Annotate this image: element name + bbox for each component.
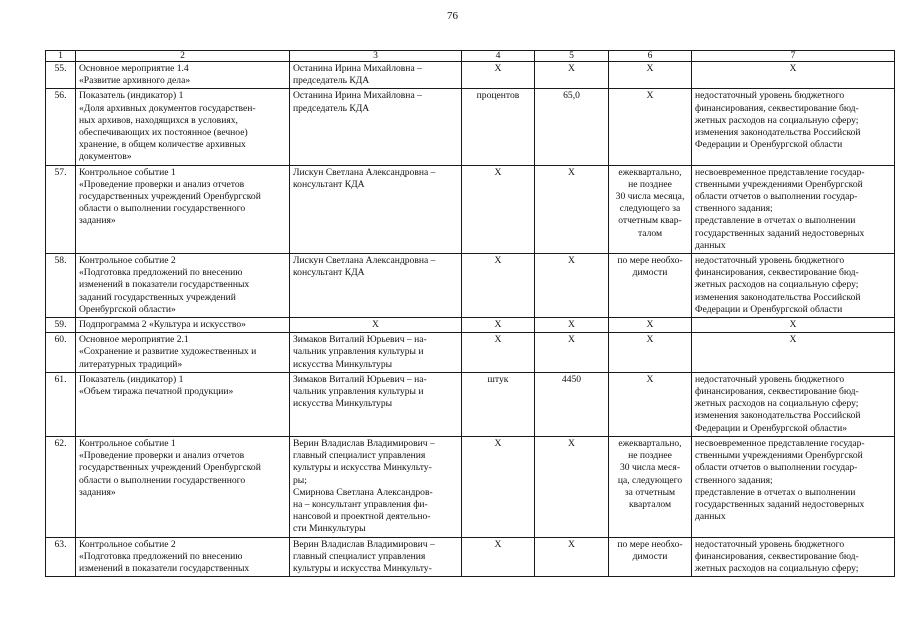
responsible-line: сти Минкультуры — [293, 523, 366, 535]
activity-line: «Развитие архивного дела» — [79, 75, 191, 87]
activity-line: Основное мероприятие 1.4 — [79, 63, 189, 74]
activity-line: Контрольное событие 1 — [79, 166, 176, 178]
table-row — [46, 254, 895, 318]
column-header: 7 — [692, 51, 895, 62]
risk-line: X — [789, 63, 797, 74]
responsible-line: культуры и искусства Минкульту- — [293, 562, 432, 574]
deadline-line: по мере необхо- — [617, 255, 683, 267]
responsible-cell — [290, 372, 462, 436]
risk-line: ственного задания; — [695, 474, 773, 486]
unit-cell: X — [462, 165, 535, 253]
responsible-line: искусства Минкультуры — [293, 358, 393, 370]
activity-line: задания» — [79, 486, 116, 498]
deadline-line: ца, следующего — [617, 474, 683, 486]
activity-line: Оренбургской области» — [79, 303, 176, 315]
value-cell: X — [535, 254, 609, 318]
deadline-line: талом — [637, 227, 663, 239]
deadline-cell — [609, 62, 692, 89]
activity-line: изменений в показатели государственных — [79, 279, 250, 291]
responsible-line: на – консультант управления фи- — [293, 498, 428, 510]
deadline-line: ежеквартально, — [618, 166, 682, 178]
deadline-cell — [609, 537, 692, 577]
row-number-cell: 62. — [46, 436, 76, 537]
risk-line: представление в отчетах о выполнении — [695, 486, 856, 498]
deadline-cell — [609, 89, 692, 165]
value-cell: 65,0 — [535, 89, 609, 165]
responsible-line: Зимаков Виталий Юрьевич – на- — [293, 373, 427, 385]
column-header: 2 — [76, 51, 290, 62]
risk-line: жетных расходов на социальную сферу; — [695, 114, 859, 126]
deadline-line: X — [646, 63, 654, 74]
deadline-cell — [609, 318, 692, 333]
activity-line: хранение, в общем количестве архивных — [79, 139, 246, 151]
unit-cell: X — [462, 537, 535, 577]
responsible-line: председатель КДА — [293, 75, 370, 87]
activity-line: ных архивов, находящихся в условиях, — [79, 114, 238, 126]
responsible-line: Лискун Светлана Александровна – — [293, 255, 436, 267]
deadline-line: не позднее — [628, 178, 672, 190]
responsible-line: чальник управления культуры и — [293, 346, 424, 358]
deadline-line: X — [646, 90, 654, 102]
risk-cell — [692, 537, 895, 577]
risk-line: изменения законодательства Российской — [695, 291, 861, 303]
responsible-cell — [290, 318, 462, 333]
risk-line: жетных расходов на социальную сферу; — [695, 562, 859, 574]
activity-line: «Объем тиража печатной продукции» — [79, 386, 234, 398]
activity-cell — [76, 254, 290, 318]
risk-line: изменения законодательства Российской — [695, 127, 861, 139]
row-number-cell: 61. — [46, 372, 76, 436]
value-cell: X — [535, 333, 609, 373]
risk-line: недостаточный уровень бюджетного — [695, 255, 845, 267]
deadline-cell — [609, 372, 692, 436]
activity-cell — [76, 537, 290, 577]
responsible-line: нансовой и проектной деятельно- — [293, 511, 431, 523]
risk-cell — [692, 165, 895, 253]
responsible-line: Смирнова Светлана Александров- — [293, 486, 433, 498]
deadline-line: димости — [632, 550, 668, 562]
value-cell: X — [535, 537, 609, 577]
activity-line: Показатель (индикатор) 1 — [79, 373, 184, 385]
responsible-cell — [290, 62, 462, 89]
row-number-cell: 63. — [46, 537, 76, 577]
responsible-line: Верин Владислав Владимирович – — [293, 437, 435, 449]
activity-line: области о выполнении государственного — [79, 474, 246, 486]
table-row — [46, 436, 895, 537]
responsible-line: консультант КДА — [293, 178, 365, 190]
risk-line: финансирования, секвестирование бюд- — [695, 550, 859, 562]
responsible-line: чальник управления культуры и — [293, 386, 424, 398]
deadline-line: X — [646, 319, 654, 331]
activity-line: «Подготовка предложений по внесению — [79, 550, 243, 562]
value-cell: X — [535, 62, 609, 89]
table-row — [46, 89, 895, 165]
activity-line: Контрольное событие 1 — [79, 437, 176, 449]
activity-cell — [76, 436, 290, 537]
risk-line: несвоевременное представление государ- — [695, 437, 865, 449]
column-header: 6 — [609, 51, 692, 62]
row-number-cell: 58. — [46, 254, 76, 318]
responsible-line: Останина Ирина Михайловна – — [293, 63, 422, 74]
deadline-cell — [609, 254, 692, 318]
activity-line: Подпрограмма 2 «Культура и искусство» — [79, 319, 246, 331]
unit-cell: штук — [462, 372, 535, 436]
responsible-line: Лискун Светлана Александровна – — [293, 166, 436, 178]
unit-cell: X — [462, 318, 535, 333]
risk-cell — [692, 318, 895, 333]
responsible-line: председатель КДА — [293, 102, 370, 114]
unit-cell: X — [462, 333, 535, 373]
responsible-line: главный специалист управления — [293, 450, 426, 462]
deadline-cell — [609, 333, 692, 373]
risk-line: представление в отчетах о выполнении — [695, 215, 856, 227]
risk-line: государственных заданий недостоверных — [695, 227, 865, 239]
risk-line: данных — [695, 511, 726, 523]
activity-line: Основное мероприятие 2.1 — [79, 334, 189, 346]
deadline-line: ежеквартально, — [618, 437, 682, 449]
risk-line: Федерации и Оренбургской области — [695, 139, 843, 151]
risk-line: области отчетов о выполнении государ- — [695, 462, 858, 474]
responsible-cell — [290, 89, 462, 165]
activity-line: области о выполнении государственного — [79, 203, 246, 215]
value-cell: X — [535, 165, 609, 253]
activity-cell — [76, 318, 290, 333]
value-cell: 4450 — [535, 372, 609, 436]
responsible-line: X — [372, 319, 379, 331]
deadline-line: 30 числа месяца, — [615, 191, 685, 203]
deadline-line: отчетным квар- — [618, 215, 682, 227]
activity-line: «Подготовка предложений по внесению — [79, 267, 243, 279]
row-number-cell: 56. — [46, 89, 76, 165]
responsible-line: искусства Минкультуры — [293, 398, 393, 410]
deadline-cell — [609, 165, 692, 253]
unit-cell: X — [462, 436, 535, 537]
table-row — [46, 165, 895, 253]
risk-cell — [692, 89, 895, 165]
risk-line: ственного задания; — [695, 203, 773, 215]
responsible-line: Зимаков Виталий Юрьевич – на- — [293, 334, 427, 346]
responsible-line: Останина Ирина Михайловна – — [293, 90, 422, 102]
deadline-line: по мере необхо- — [617, 538, 683, 550]
risk-line: финансирования, секвестирование бюд- — [695, 102, 859, 114]
activity-line: обеспечивающих их постоянное (вечное) — [79, 127, 248, 139]
column-header: 1 — [46, 51, 76, 62]
risk-line: X — [789, 334, 797, 346]
activity-line: литературных традиций» — [79, 358, 183, 370]
unit-cell: X — [462, 254, 535, 318]
activity-line: «Сохранение и развитие художественных и — [79, 346, 257, 358]
activity-line: документов» — [79, 151, 132, 163]
activity-line: «Доля архивных документов государствен- — [79, 102, 256, 114]
activity-line: Контрольное событие 2 — [79, 538, 176, 550]
responsible-cell — [290, 254, 462, 318]
risk-line: финансирования, секвестирование бюд- — [695, 386, 859, 398]
deadline-line: 30 числа меся- — [619, 462, 681, 474]
activity-line: «Проведение проверки и анализ отчетов — [79, 178, 245, 190]
risk-cell — [692, 372, 895, 436]
deadline-line: X — [646, 334, 654, 346]
column-header: 4 — [462, 51, 535, 62]
activity-line: изменений в показатели государственных — [79, 562, 250, 574]
activity-cell — [76, 333, 290, 373]
risk-cell — [692, 62, 895, 89]
responsible-line: ры; — [293, 474, 307, 486]
row-number-cell: 60. — [46, 333, 76, 373]
responsible-line: Верин Владислав Владимирович – — [293, 538, 435, 550]
risk-cell — [692, 436, 895, 537]
column-header: 3 — [290, 51, 462, 62]
row-number-cell: 59. — [46, 318, 76, 333]
page-number: 76 — [447, 10, 458, 22]
responsible-cell — [290, 537, 462, 577]
risk-line: несвоевременное представление государ- — [695, 166, 865, 178]
risk-line: государственных заданий недостоверных — [695, 498, 865, 510]
responsible-cell — [290, 165, 462, 253]
deadline-line: за отчетным — [624, 486, 676, 498]
activity-line: Контрольное событие 2 — [79, 255, 176, 267]
column-header: 5 — [535, 51, 609, 62]
risk-line: Федерации и Оренбургской области» — [695, 422, 848, 434]
activity-line: заданий государственных учреждений — [79, 291, 236, 303]
responsible-cell — [290, 333, 462, 373]
responsible-line: консультант КДА — [293, 267, 365, 279]
risk-line: изменения законодательства Российской — [695, 410, 861, 422]
row-number-cell: 55. — [46, 62, 76, 89]
risk-line: недостаточный уровень бюджетного — [695, 373, 845, 385]
risk-cell — [692, 254, 895, 318]
responsible-line: культуры и искусства Минкульту- — [293, 462, 432, 474]
activity-cell — [76, 165, 290, 253]
risk-line: жетных расходов на социальную сферу; — [695, 398, 859, 410]
risk-line: X — [789, 319, 797, 331]
risk-line: Федерации и Оренбургской области — [695, 303, 843, 315]
table-row — [46, 537, 895, 577]
risk-line: ственными учреждениями Оренбургской — [695, 450, 863, 462]
deadline-line: димости — [632, 267, 668, 279]
header-row — [46, 51, 895, 62]
table-row — [46, 372, 895, 436]
activity-line: государственных учреждений Оренбургской — [79, 191, 261, 203]
risk-line: финансирования, секвестирование бюд- — [695, 267, 859, 279]
risk-line: жетных расходов на социальную сферу; — [695, 279, 859, 291]
responsible-line: главный специалист управления — [293, 550, 426, 562]
activity-line: государственных учреждений Оренбургской — [79, 462, 261, 474]
risk-line: недостаточный уровень бюджетного — [695, 538, 845, 550]
activity-line: задания» — [79, 215, 116, 227]
activity-line: Показатель (индикатор) 1 — [79, 90, 184, 102]
deadline-line: не позднее — [628, 450, 672, 462]
risk-cell — [692, 333, 895, 373]
activity-cell — [76, 62, 290, 89]
deadline-line: X — [646, 373, 654, 385]
risk-line: недостаточный уровень бюджетного — [695, 90, 845, 102]
table-row — [46, 333, 895, 373]
activity-line: «Проведение проверки и анализ отчетов — [79, 450, 245, 462]
plan-table — [45, 50, 895, 577]
deadline-line: кварталом — [628, 498, 672, 510]
activity-cell — [76, 89, 290, 165]
deadline-cell — [609, 436, 692, 537]
risk-line: данных — [695, 239, 726, 251]
unit-cell: X — [462, 62, 535, 89]
table-row — [46, 318, 895, 333]
responsible-cell — [290, 436, 462, 537]
activity-cell — [76, 372, 290, 436]
unit-cell: процентов — [462, 89, 535, 165]
value-cell: X — [535, 318, 609, 333]
table-row — [46, 62, 895, 89]
deadline-line: следующего за — [619, 203, 681, 215]
value-cell: X — [535, 436, 609, 537]
row-number-cell: 57. — [46, 165, 76, 253]
risk-line: области отчетов о выполнении государ- — [695, 191, 858, 203]
risk-line: ственными учреждениями Оренбургской — [695, 178, 863, 190]
